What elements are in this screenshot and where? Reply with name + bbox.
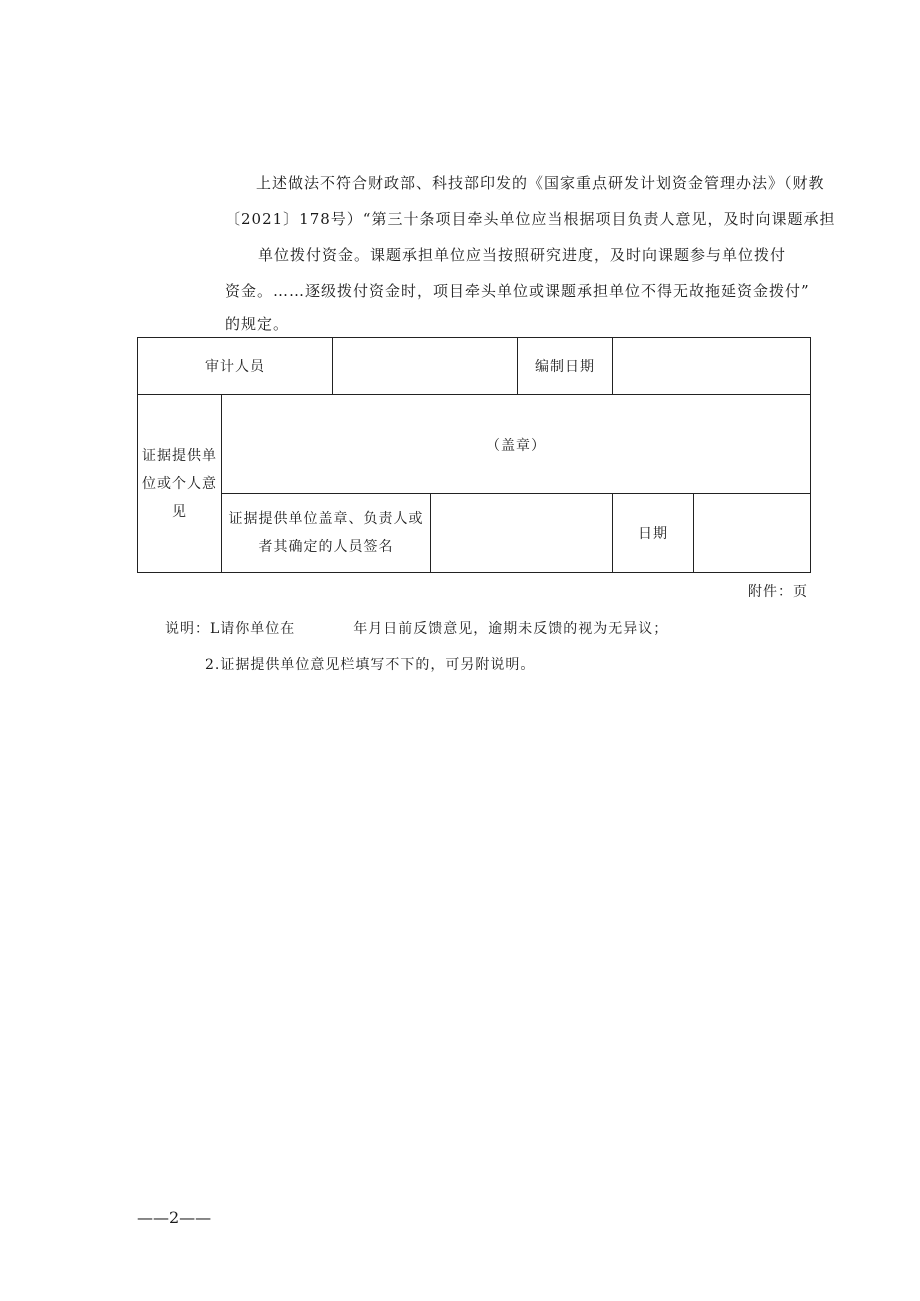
evidence-form-table (137, 337, 811, 573)
opinion-label: 证据提供单位或个人意见 (138, 395, 222, 573)
body-line-1: 上述做法不符合财政部、科技部印发的《国家重点研发计划资金管理办法》（财教 (256, 174, 825, 192)
date-value[interactable] (694, 494, 811, 573)
auditor-value[interactable] (333, 338, 518, 395)
note-1-prefix: 说明：L请你单位在 (165, 621, 296, 637)
date-compiled-value[interactable] (613, 338, 811, 395)
date-compiled-label: 编制日期 (518, 338, 613, 395)
note-2: 2.证据提供单位意见栏填写不下的，可另附说明。 (205, 657, 536, 673)
auditor-label: 审计人员 (138, 338, 333, 395)
body-line-4: 资金。……逐级拨付资金时，项目牵头单位或课题承担单位不得无故拖延资金拨付” (225, 282, 810, 300)
date-label: 日期 (613, 494, 694, 573)
signature-value[interactable] (431, 494, 613, 573)
seal-text: （盖章） (486, 438, 546, 454)
note-1-suffix: 年月日前反馈意见，逾期未反馈的视为无异议； (353, 621, 669, 637)
page-number: ——2—— (137, 1208, 212, 1227)
body-line-3: 单位拨付资金。课题承担单位应当按照研究进度，及时向课题参与单位拨付 (258, 246, 787, 264)
body-line-5: 的规定。 (225, 315, 290, 333)
signature-label: 证据提供单位盖章、负责人或者其确定的人员签名 (222, 494, 431, 573)
seal-area[interactable] (222, 395, 811, 494)
note-1 (165, 618, 668, 638)
attachment-pages: 附件：页 (748, 584, 808, 600)
body-line-2: 〔2021〕178号）“第三十条项目牵头单位应当根据项目负责人意见，及时向课题承担 (225, 210, 836, 228)
